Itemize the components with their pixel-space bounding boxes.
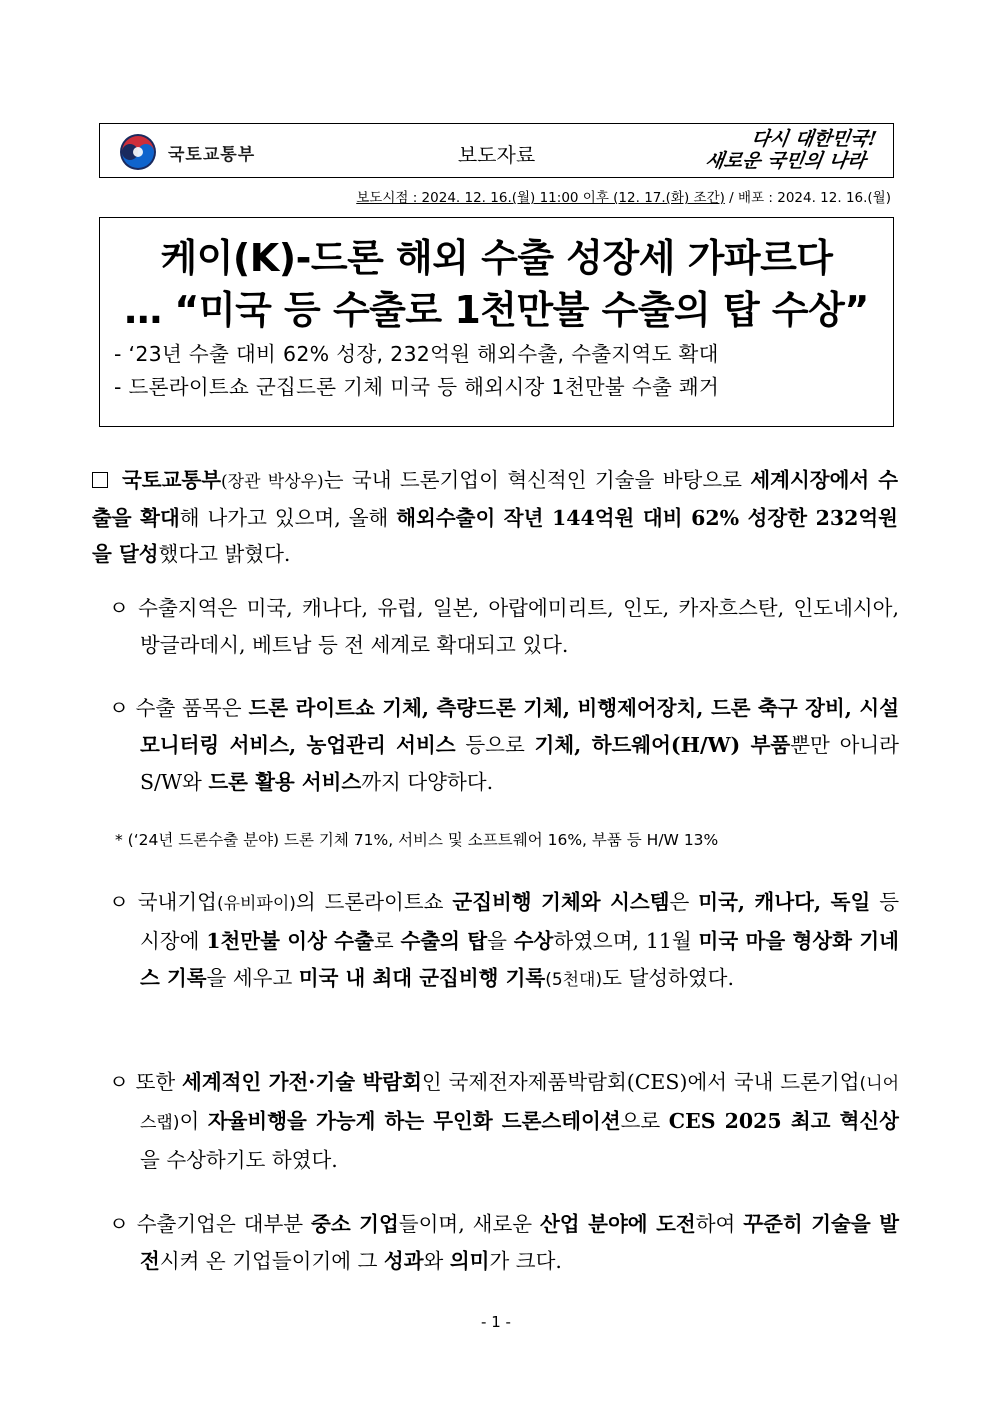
lead-paragraph (92, 462, 898, 572)
b3-bold-3: 1천만불 이상 수출 (206, 929, 374, 953)
b3-text-2: 의 드론라이트쇼 (295, 890, 453, 914)
b5-bold-4: 성과 (383, 1249, 424, 1273)
b3-bold-4: 수출의 탑 (400, 929, 488, 953)
b3-text-4: 등 시장에 (140, 890, 899, 953)
b5-text-3: 하여 (695, 1212, 744, 1236)
b5-bold-3: 꾸준히 기술을 발전 (140, 1212, 900, 1273)
b5-text-6: 가 크다. (489, 1249, 562, 1273)
page-number: - 1 - (481, 1313, 511, 1331)
b2-text-4: 까지 다양하다. (361, 770, 494, 794)
slogan-line-1: 다시 대한민국! (749, 128, 879, 150)
header-box (99, 123, 894, 178)
b3-bold-7: 미국 내 최대 군집비행 기록 (298, 966, 546, 990)
embargo-separator: / (724, 190, 739, 206)
b3-text-1: ㅇ 국내기업 (109, 890, 217, 914)
b3-bold-2: 미국, 캐나다, 독일 (698, 890, 871, 914)
b4-text-4: 으로 (620, 1109, 669, 1133)
bullet-export-regions (109, 590, 899, 664)
b2-text-2: 등으로 (455, 733, 535, 757)
subheadline-1: - ‘23년 수출 대비 62% 성장, 232억원 해외수출, 수출지역도 확대 (114, 342, 719, 366)
b5-bold-1: 중소 기업 (311, 1212, 399, 1236)
ministry-name: 국토교통부 (168, 144, 256, 165)
slogan-line-2: 새로운 국민의 나라 (703, 150, 867, 172)
b5-bold-2: 산업 분야에 도전 (540, 1212, 696, 1236)
subheadline-2: - 드론라이트쇼 군집드론 기체 미국 등 해외시장 1천만불 수출 쾌거 (114, 375, 720, 399)
b2-bold-3: 드론 활용 서비스 (208, 770, 362, 794)
b4-text-2: 인 국제전자제품박람회(CES)에서 국내 드론기업 (421, 1070, 860, 1094)
b5-text-5: 와 (423, 1249, 450, 1273)
lead-bold-1: 국토교통부 (122, 468, 222, 492)
bullet-export-items (109, 690, 899, 801)
headline-line-2: … “미국 등 수출로 1천만불 수출의 탑 수상” (124, 288, 869, 332)
b3-count: (5천대) (545, 970, 603, 990)
lead-text-3: 했다고 밝혔다. (158, 542, 291, 566)
b5-text-4: 시켜 온 기업들이기에 그 (159, 1249, 384, 1273)
bullet-ces (109, 1064, 899, 1179)
b3-text-3: 은 (669, 890, 699, 914)
checkbox-square-icon (92, 472, 108, 488)
b3-bold-1: 군집비행 기체와 시스템 (452, 890, 670, 914)
b3-text-7: 하였으며, 11월 (553, 929, 699, 953)
b4-company: (니어스랩) (140, 1074, 899, 1133)
b2-bold-2: 기체, 하드웨어(H/W) 부품 (534, 733, 791, 757)
press-release-label: 보도자료 (457, 143, 536, 167)
bullet-1-text: ㅇ 수출지역은 미국, 캐나다, 유럽, 일본, 아랍에미리트, 인도, 카자흐스탄, 인도네시아, 방글라데시, 베트남 등 전 세계로 확대되고 있다. (109, 596, 899, 657)
b4-text-5: 을 수상하기도 하였다. (140, 1148, 338, 1172)
b3-bold-6: 미국 마을 형상화 기네스 기록 (140, 929, 899, 990)
b5-bold-5: 의미 (449, 1249, 490, 1273)
distribution-time: 배포 : 2024. 12. 16.(월) (738, 190, 891, 206)
b4-text-3: 이 (179, 1109, 208, 1133)
lead-bold-3: 해외수출이 작년 144억원 대비 62% 성장한 232억원을 달성 (92, 506, 898, 566)
b2-bold-1: 드론 라이트쇼 기체, 측량드론 기체, 비행제어장치, 드론 축구 장비, 시설모니터링 서비스, 농업관리 서비스 (140, 696, 900, 757)
lead-text-2: 해 나가고 있으며, 올해 (179, 506, 397, 530)
b4-text-1: ㅇ 또한 (109, 1070, 183, 1094)
lead-bold-2: 세계시장에서 수출을 확대 (92, 468, 899, 530)
b4-bold-3: CES 2025 최고 혁신상 (668, 1109, 899, 1133)
b3-bold-5: 수상 (513, 929, 554, 953)
headline-line-1: 케이(K)-드론 해외 수출 성장세 가파르다 (160, 236, 833, 280)
bullet-uvify (109, 884, 899, 999)
lead-text-1: 는 국내 드론기업이 혁신적인 기술을 바탕으로 (323, 468, 751, 492)
bullet-sme (109, 1206, 899, 1280)
embargo-line (356, 186, 891, 206)
export-share-note: * (‘24년 드론수출 분야) 드론 기체 71%, 서비스 및 소프트웨어 16%, 부품 등 H/W 13% (115, 831, 719, 849)
b5-text-1: ㅇ 수출기업은 대부분 (109, 1212, 312, 1236)
b2-text-1: ㅇ 수출 품목은 (109, 696, 249, 720)
b3-text-8: 을 세우고 (206, 966, 299, 990)
lead-minister: (장관 박상우) (221, 472, 324, 492)
b4-bold-1: 세계적인 가전·기술 박람회 (182, 1070, 422, 1094)
release-time: 보도시점 : 2024. 12. 16.(월) 11:00 이후 (12. 17.(화) 조간) (356, 190, 725, 206)
headline-box (99, 217, 894, 427)
b3-company: (유비파이) (216, 894, 296, 914)
b5-text-2: 들이며, 새로운 (398, 1212, 540, 1236)
b3-text-9: 도 달성하였다. (602, 966, 734, 990)
government-slogan (704, 128, 878, 172)
b4-bold-2: 자율비행을 가능게 하는 무인화 드론스테이션 (207, 1109, 621, 1133)
b3-text-5: 로 (373, 929, 401, 953)
b3-text-6: 을 (487, 929, 514, 953)
b2-text-3: 뿐만 아니라 S/W와 (140, 733, 899, 794)
